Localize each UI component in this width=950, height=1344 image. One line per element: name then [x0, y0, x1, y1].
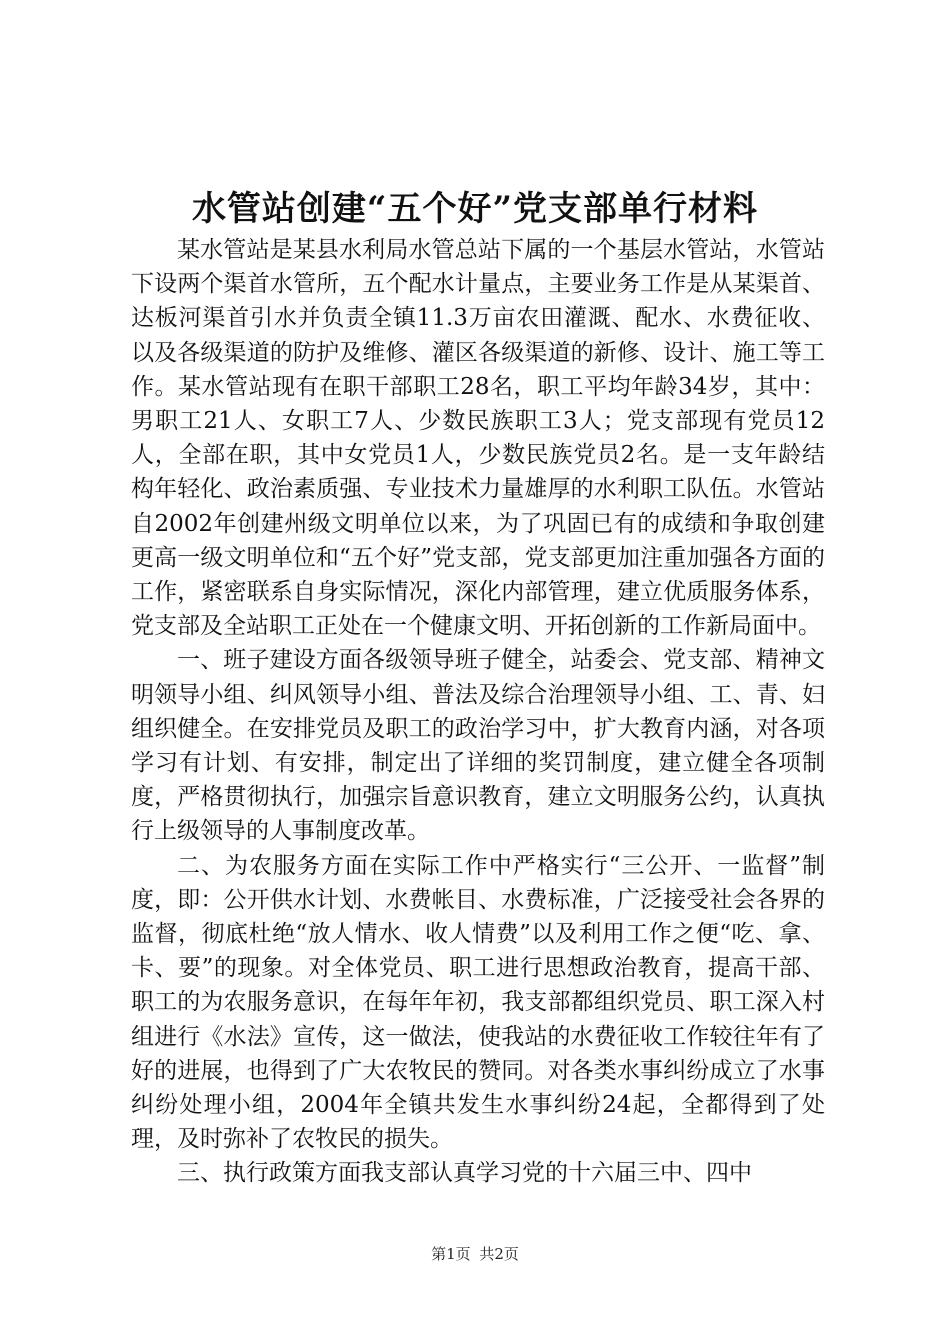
page-footer — [0, 1244, 950, 1264]
paragraph-section-3: 三、执行政策方面我支部认真学习党的十六届三中、四中 — [177, 1160, 752, 1187]
paragraph-section-2: 二、为农服务方面在实际工作中严格实行“三公开、一监督”制度，即：公开供水计划、水费帐目、水费标准，广泛接受社会各界的监督，彻底杜绝“放人情水、收人情费”以及利用工作之便“吃、拿、卡、要”的现象。对全体党员、职工进行思想政治教育，提高干部、职工的为农服务意识，在每年年初，我支部都组织党员、职工深入村组进行《水法》宣传，这一做法，使我站的水费征收工作较往年有了好的进展，也得到了广大农牧民的赞同。对各类水事纠纷成立了水事纠纷处理小组，2004年全镇共发生水事纠纷24起，全都得到了处理，及时弥补了农牧民的损失。 — [131, 852, 825, 1153]
document-title: 水管站创建“五个好”党支部单行材料 — [191, 189, 759, 229]
paragraph-intro: 某水管站是某县水利局水管总站下属的一个基层水管站，水管站下设两个渠首水管所，五个配水计量点，主要业务工作是从某渠首、达板河渠首引水并负责全镇11.3万亩农田灌溉、配水、水费征收、以及各级渠道的防护及维修、灌区各级渠道的新修、设计、施工等工作。某水管站现有在职干部职工28名，职工平均年龄34岁，其中：男职工21人、女职工7人、少数民族职工3人；党支部现有党员12人，全部在职，其中女党员1人，少数民族党员2名。是一支年龄结构年轻化、政治素质强、专业技术力量雄厚的水利职工队伍。水管站自2002年创建州级文明单位以来，为了巩固已有的成绩和争取创建更高一级文明单位和“五个好”党支部，党支部更加注重加强各方面的工作，紧密联系自身实际情况，深化内部管理，建立优质服务体系，党支部及全站职工正处在一个健康文明、开拓创新的工作新局面中。 — [131, 237, 825, 640]
page-total: 共2页 — [479, 1245, 519, 1263]
document-body — [131, 233, 825, 1191]
page-number: 第1页 — [431, 1245, 471, 1263]
paragraph-section-1: 一、班子建设方面各级领导班子健全，站委会、党支部、精神文明领导小组、纠风领导小组、普法及综合治理领导小组、工、青、妇组织健全。在安排党员及职工的政治学习中，扩大教育内涵，对各项学习有计划、有安排，制定出了详细的奖罚制度，建立健全各项制度，严格贯彻执行，加强宗旨意识教育，建立文明服务公约，认真执行上级领导的人事制度改革。 — [131, 647, 825, 845]
